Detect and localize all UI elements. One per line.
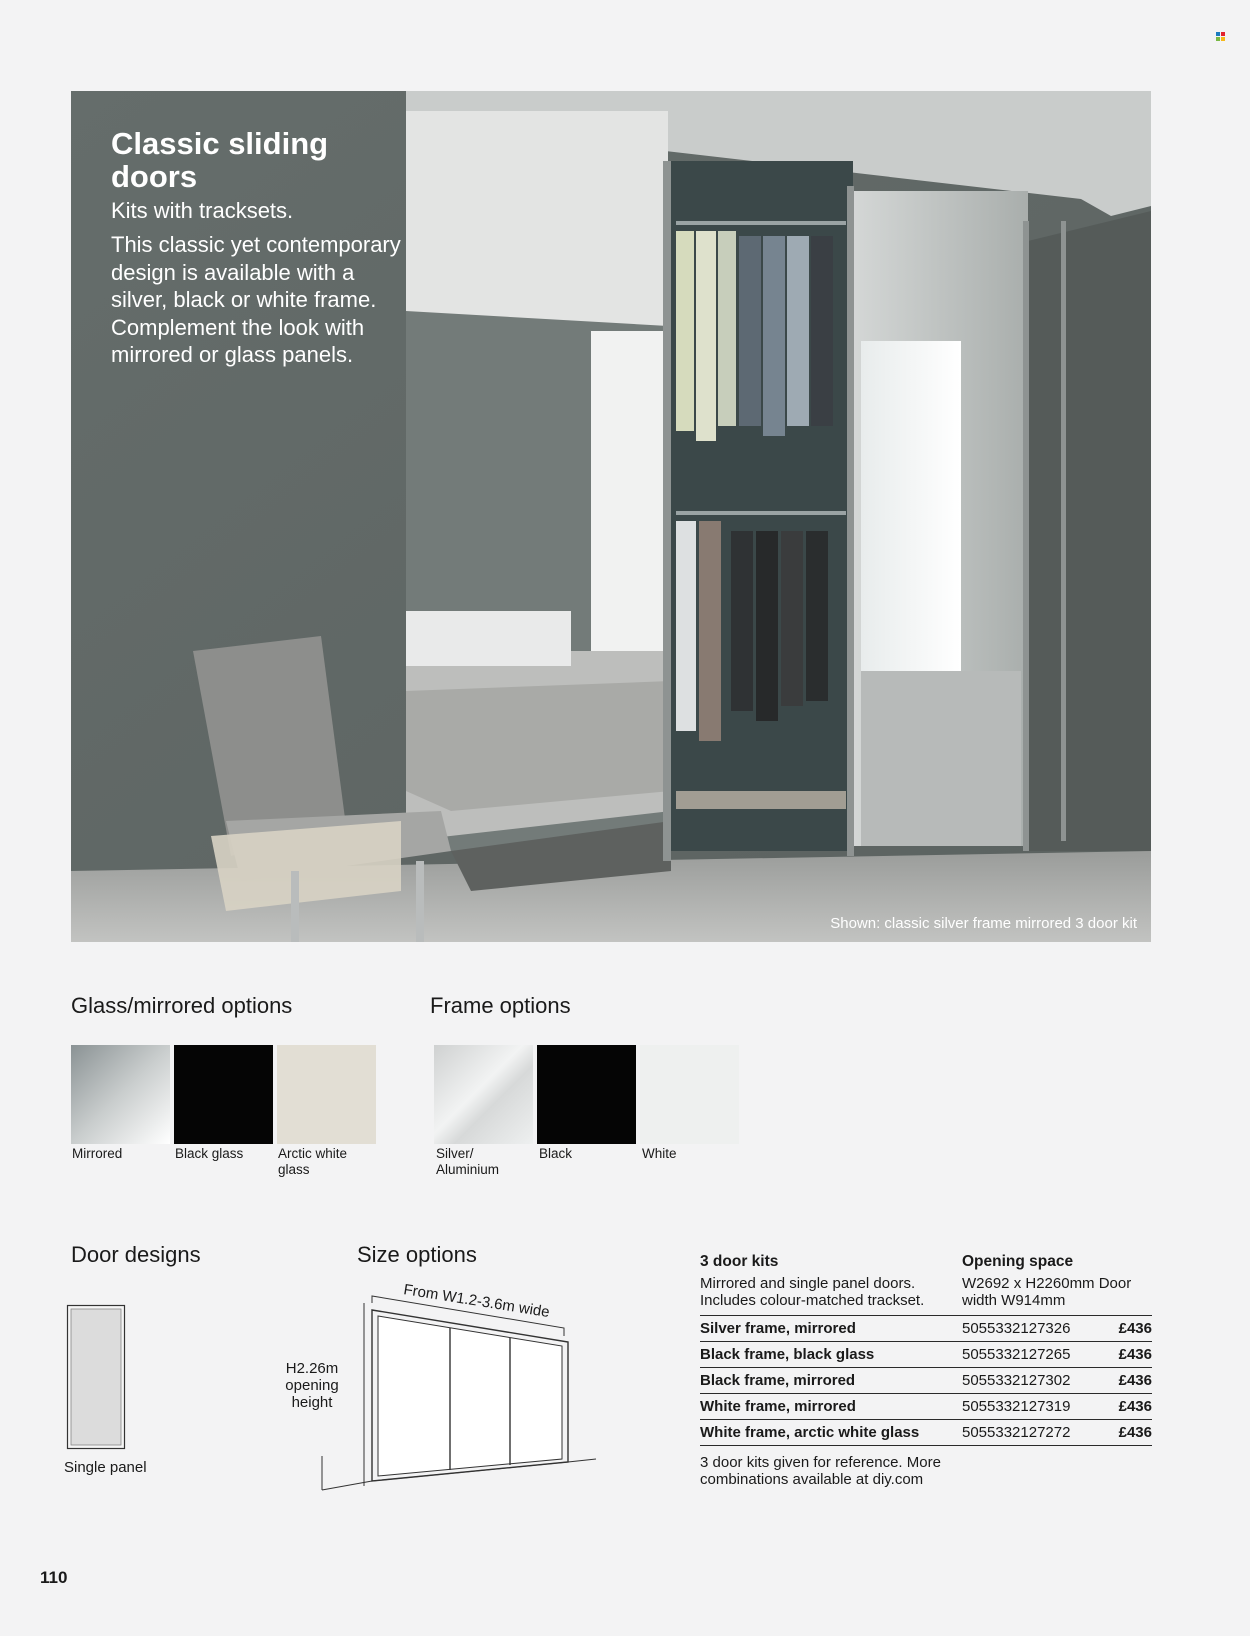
- kits-heading: 3 door kits: [700, 1253, 779, 1270]
- swatch-mirrored[interactable]: [71, 1045, 170, 1144]
- frame-options-heading: Frame options: [430, 993, 571, 1018]
- brand-logo-icon: [1216, 32, 1226, 42]
- kit-code: 5055332127302: [962, 1372, 1071, 1389]
- kit-code: 5055332127326: [962, 1320, 1071, 1337]
- kit-code: 5055332127272: [962, 1424, 1071, 1441]
- size-height-label: H2.26m opening height: [285, 1360, 339, 1411]
- kit-name: Silver frame, mirrored: [700, 1320, 856, 1337]
- mirrored-swatch-icon: [71, 1045, 170, 1144]
- size-width-label: From W1.2-3.6m wide: [402, 1281, 551, 1322]
- table-row: [700, 1394, 1152, 1420]
- opening-space-heading: Opening space: [962, 1253, 1074, 1270]
- opening-space-value: W2692 x H2260mm Door width W914mm: [962, 1275, 1132, 1309]
- kit-price: £436: [1118, 1398, 1152, 1415]
- page-number: 110: [40, 1568, 68, 1587]
- swatch-label: Mirrored: [72, 1146, 123, 1161]
- kit-name: White frame, arctic white glass: [700, 1424, 920, 1441]
- glass-options-heading: Glass/mirrored options: [71, 993, 293, 1018]
- table-row: [700, 1368, 1152, 1394]
- kit-price: £436: [1118, 1346, 1152, 1363]
- size-options-heading: Size options: [357, 1242, 477, 1267]
- swatch-white-frame[interactable]: [640, 1045, 739, 1144]
- table-row: [700, 1316, 1152, 1342]
- page-title: Classic sliding doors: [111, 126, 329, 194]
- kit-name: Black frame, mirrored: [700, 1372, 856, 1389]
- image-caption: Shown: classic silver frame mirrored 3 door kit: [830, 915, 1137, 932]
- kit-price: £436: [1118, 1320, 1152, 1337]
- kits-footnote: 3 door kits given for reference. More combinations available at diy.com: [700, 1454, 941, 1488]
- kit-code: 5055332127319: [962, 1398, 1071, 1415]
- swatch-label: Black: [539, 1146, 573, 1161]
- kit-name: White frame, mirrored: [700, 1398, 856, 1415]
- door-design-label: Single panel: [64, 1459, 147, 1476]
- swatch-label: Silver/ Aluminium: [436, 1146, 500, 1177]
- single-panel-door-icon[interactable]: [66, 1304, 126, 1450]
- kit-name: Black frame, black glass: [700, 1346, 875, 1363]
- swatch-arctic-white-glass[interactable]: [277, 1045, 376, 1144]
- hero-kicker: Kits with tracksets.: [111, 198, 294, 223]
- swatch-black-glass[interactable]: [174, 1045, 273, 1144]
- kits-table: [700, 1315, 1152, 1446]
- kit-code: 5055332127265: [962, 1346, 1071, 1363]
- swatch-silver-aluminium[interactable]: [434, 1045, 533, 1144]
- kit-price: £436: [1118, 1424, 1152, 1441]
- kit-price: £436: [1118, 1372, 1152, 1389]
- silver-swatch-icon: [434, 1045, 533, 1144]
- kits-subheading: Mirrored and single panel doors. Includes colour-matched trackset.: [700, 1275, 925, 1309]
- swatch-black-frame[interactable]: [537, 1045, 636, 1144]
- swatch-label: Arctic white glass: [278, 1146, 348, 1177]
- door-designs-heading: Door designs: [71, 1242, 201, 1267]
- hero-description: This classic yet contemporary design is available with a silver, black or white frame. Complement the look with mirrored or glass panels.: [111, 232, 401, 367]
- table-row: [700, 1420, 1152, 1446]
- hero-image: [71, 91, 1151, 942]
- swatch-label: White: [642, 1146, 677, 1161]
- swatch-label: Black glass: [175, 1146, 244, 1161]
- table-row: [700, 1342, 1152, 1368]
